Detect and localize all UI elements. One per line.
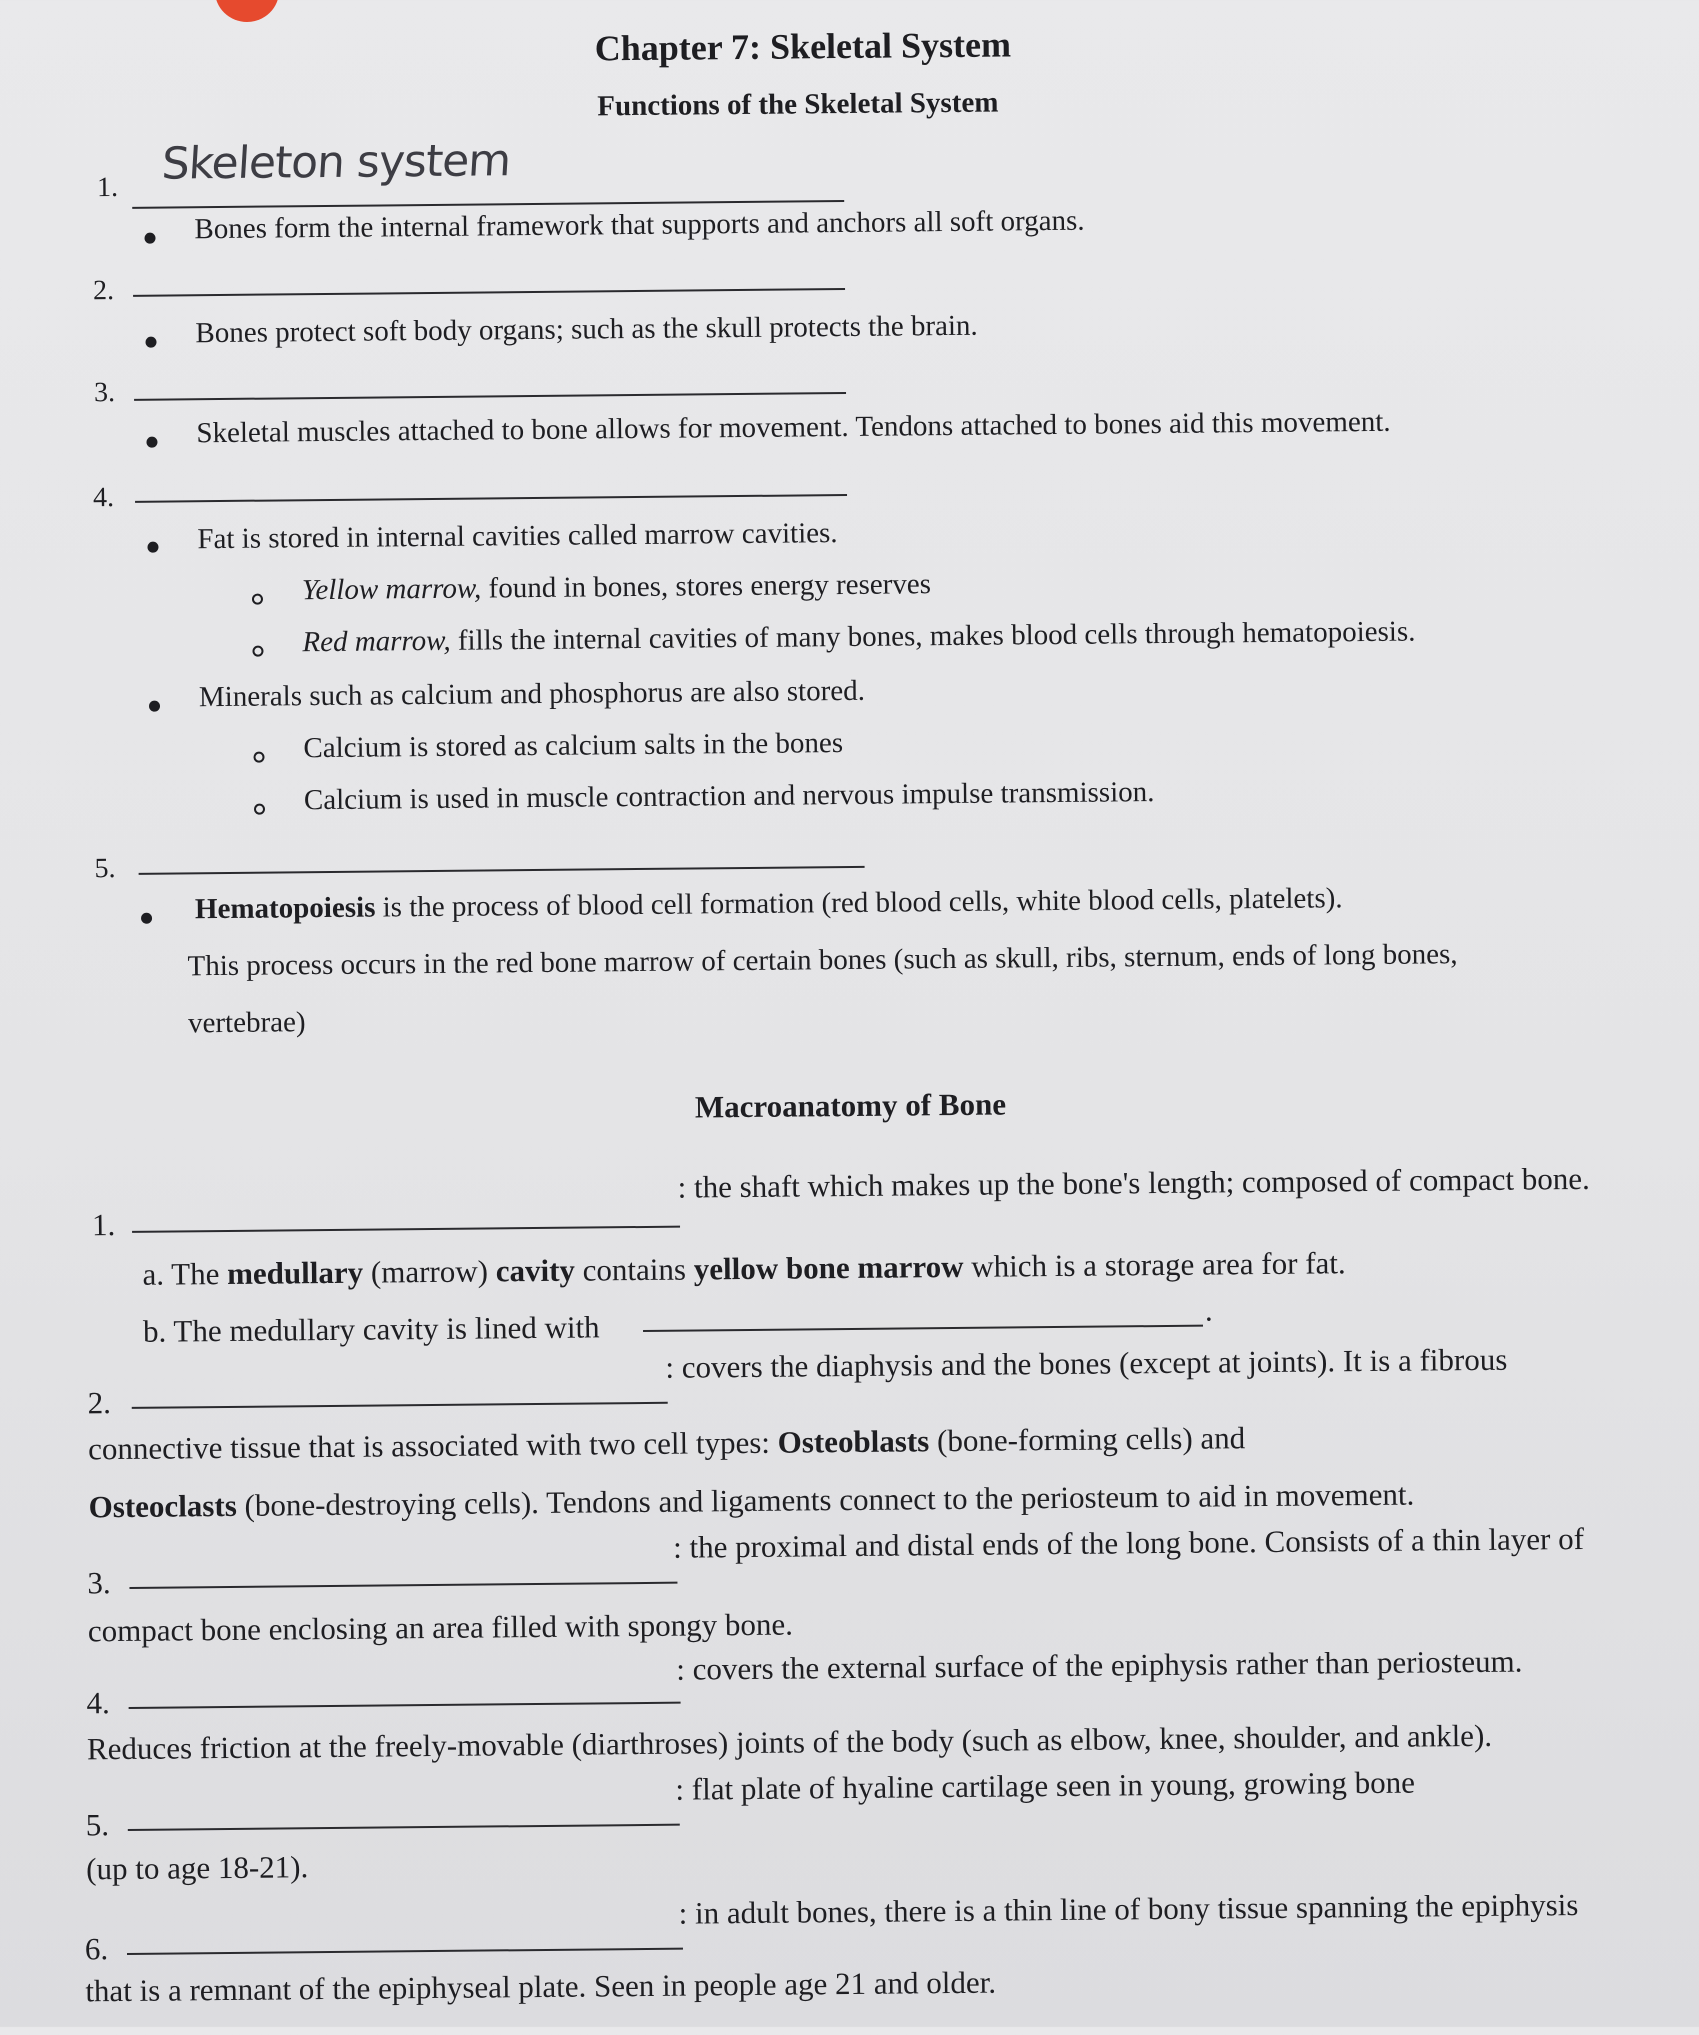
function-3-text: Skeletal muscles attached to bone allows for movement. Tendons attached to bones aid this movement.	[196, 405, 1391, 450]
sub-bullet-icon	[254, 804, 265, 815]
periosteum-line-2: connective tissue that is associated with two cell types: Osteoblasts (bone-forming cells) and	[87, 1420, 1246, 1467]
hematopoiesis-line-3: vertebrae)	[187, 1006, 306, 1040]
sub-bullet-icon	[253, 752, 264, 763]
section-title-macroanatomy: Macroanatomy of Bone	[694, 1086, 1007, 1125]
macro-number-4: 4.	[86, 1685, 110, 1721]
medullary-cavity-text: a. The medullary (marrow) cavity contains yellow bone marrow which is a storage area for fat.	[142, 1245, 1346, 1292]
answer-blank-endosteum[interactable]	[643, 1325, 1203, 1332]
red-marrow-text: Red marrow, fills the internal cavities of many bones, makes blood cells through hematopoiesis.	[302, 615, 1416, 659]
answer-blank-articular-cartilage[interactable]	[129, 1702, 681, 1709]
bullet-icon	[141, 913, 152, 924]
bullet-icon	[145, 337, 156, 348]
item-number-3: 3.	[93, 377, 116, 409]
minerals-text: Minerals such as calcium and phosphorus are also stored.	[198, 674, 866, 714]
bullet-icon	[146, 437, 157, 448]
macro-number-1: 1.	[91, 1207, 116, 1243]
hematopoiesis-line-2: This process occurs in the red bone marrow of certain bones (such as skull, ribs, sternum, ends of long bones,	[187, 938, 1458, 983]
macro-number-2: 2.	[87, 1385, 112, 1421]
handwritten-answer: Skeleton system	[160, 135, 512, 190]
epiphysis-definition: : the proximal and distal ends of the long bone. Consists of a thin layer of	[672, 1520, 1585, 1565]
calcium-salts-text: Calcium is stored as calcium salts in the bones	[303, 727, 844, 765]
diaphysis-definition: : the shaft which makes up the bone's length; composed of compact bone.	[677, 1160, 1590, 1205]
epiphyseal-line-line-2: that is a remnant of the epiphyseal plate. Seen in people age 21 and older.	[85, 1964, 997, 2009]
macro-number-3: 3.	[87, 1565, 111, 1601]
answer-blank-diaphysis[interactable]	[132, 1226, 680, 1233]
answer-blank-3[interactable]	[134, 392, 846, 401]
answer-blank-4[interactable]	[135, 494, 847, 503]
calcium-use-text: Calcium is used in muscle contraction and nervous impulse transmission.	[303, 776, 1155, 817]
answer-blank-epiphyseal-plate[interactable]	[128, 1824, 680, 1831]
hematopoiesis-text: Hematopoiesis is the process of blood cell formation (red blood cells, white blood cells, platelets).	[194, 882, 1343, 926]
medullary-lining-text: b. The medullary cavity is lined with	[142, 1309, 600, 1349]
epiphyseal-line-definition: : in adult bones, there is a thin line of bony tissue spanning the epiphysis	[678, 1887, 1579, 1931]
sub-bullet-icon	[252, 594, 263, 605]
answer-blank-5[interactable]	[139, 866, 865, 875]
periosteum-definition: : covers the diaphysis and the bones (except at joints). It is a fibrous	[665, 1341, 1508, 1385]
epiphyseal-plate-line-2: (up to age 18-21).	[86, 1849, 309, 1887]
function-4-text: Fat is stored in internal cavities called marrow cavities.	[197, 517, 838, 556]
answer-blank-epiphyseal-line[interactable]	[127, 1948, 683, 1955]
item-number-5: 5.	[94, 853, 116, 885]
page-title: Chapter 7: Skeletal System	[594, 24, 1012, 69]
answer-blank-2[interactable]	[133, 288, 845, 297]
sub-bullet-icon	[252, 646, 263, 657]
function-1-text: Bones form the internal framework that supports and anchors all soft organs.	[194, 204, 1085, 246]
bullet-icon	[149, 701, 160, 712]
macro-number-6: 6.	[84, 1931, 109, 1967]
articular-cartilage-line-2: Reduces friction at the freely-movable (diarthroses) joints of the body (such as elbow, knee, shoulder, and ankle).	[86, 1717, 1493, 1767]
function-2-text: Bones protect soft body organs; such as the skull protects the brain.	[195, 309, 978, 350]
bullet-icon	[144, 233, 155, 244]
period-mark: .	[1204, 1292, 1213, 1328]
epiphysis-line-2: compact bone enclosing an area filled with spongy bone.	[87, 1606, 794, 1649]
macro-number-5: 5.	[85, 1807, 110, 1843]
answer-blank-periosteum[interactable]	[132, 1402, 668, 1409]
item-number-1: 1.	[96, 171, 119, 204]
section-title-functions: Functions of the Skeletal System	[597, 86, 999, 123]
articular-cartilage-definition: : covers the external surface of the epiphysis rather than periosteum.	[676, 1643, 1523, 1687]
bullet-icon	[147, 542, 158, 553]
item-number-2: 2.	[92, 275, 115, 307]
item-number-4: 4.	[92, 482, 115, 514]
yellow-marrow-text: Yellow marrow, found in bones, stores energy reserves	[301, 568, 932, 607]
periosteum-line-3: Osteoclasts (bone-destroying cells). Tendons and ligaments connect to the periosteum to aid in movement.	[88, 1476, 1415, 1525]
answer-blank-epiphysis[interactable]	[129, 1582, 677, 1589]
epiphyseal-plate-definition: : flat plate of hyaline cartilage seen in young, growing bone	[675, 1764, 1416, 1807]
